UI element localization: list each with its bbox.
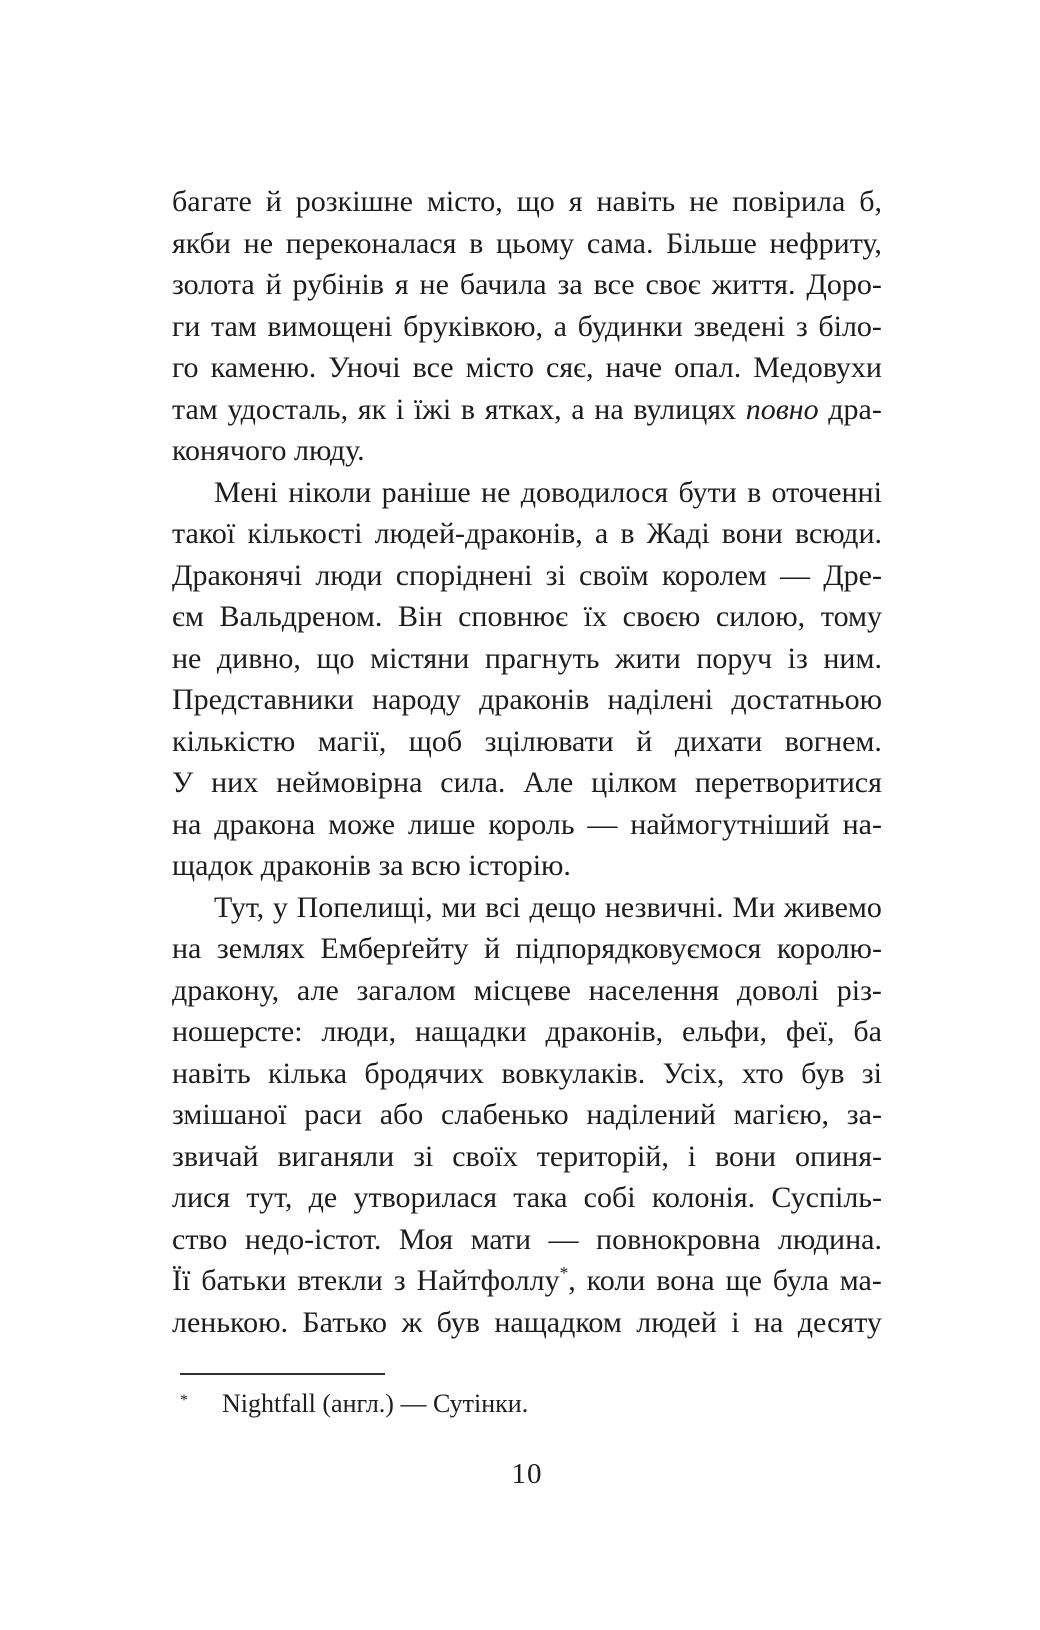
- text-line: Її батьки втекли з Найтфоллу*, коли вона ще була ма-: [172, 1263, 882, 1297]
- text-line: якби не переконалася в цьому сама. Більше нефриту,: [172, 226, 882, 260]
- page-number: 10: [511, 1458, 543, 1490]
- text-line: на дракона може лише король — наймогутніший на-: [172, 807, 882, 841]
- footnote: [180, 1384, 840, 1421]
- text-line: Мені ніколи раніше не доводилося бути в оточенні: [214, 475, 882, 509]
- paragraph: [172, 887, 882, 1344]
- text-block: [172, 181, 882, 1343]
- text-line: багате й розкішне місто, що я навіть не повірила б,: [172, 185, 882, 218]
- text-line: конячого люду.: [172, 434, 365, 467]
- text-line: єм Вальдреном. Він сповнює їх своєю силою, тому: [172, 600, 882, 633]
- text-line: на землях Емберґейту й підпорядковуємося королю-: [172, 932, 882, 965]
- text-line: ги там вимощені бруківкою, а будинки зведені з біло-: [172, 309, 882, 343]
- text-line: Драконячі люди споріднені зі своїм королем — Дре-: [172, 558, 882, 592]
- footnote-text: Nightfall (англ.) — Сутінки.: [222, 1389, 529, 1418]
- text-line: ленькою. Батько ж був нащадком людей і на десяту: [172, 1305, 882, 1339]
- text-line: Представники народу драконів наділені достатньою: [172, 683, 882, 716]
- text-line: лися тут, де утворилася така собі колонія. Суспіль-: [172, 1181, 882, 1214]
- text-line: там удосталь, як і їжі в ятках, а на вулицях повно дра-: [172, 392, 882, 426]
- text-line: золота й рубінів я не бачила за все своє життя. Доро-: [172, 268, 882, 301]
- text-line: ство недо-істот. Моя мати — повнокровна людина.: [172, 1222, 882, 1256]
- text-line: щадок драконів за всю історію.: [172, 849, 571, 882]
- text-line: У них неймовірна сила. Але цілком перетворитися: [172, 766, 882, 799]
- text-line: ношерсте: люди, нащадки драконів, ельфи, феї, ба: [172, 1015, 882, 1048]
- text-line: дракону, але загалом місцеве населення доволі різ-: [172, 973, 882, 1007]
- text-line: го каменю. Уночі все місто сяє, наче опал. Медовухи: [172, 351, 882, 384]
- text-line: такої кількості людей-драконів, а в Жаді вони всюди.: [172, 517, 882, 550]
- text-line: змішаної раси або слабенько наділений магією, за-: [172, 1098, 882, 1131]
- text-line: кількістю магії, щоб зцілювати й дихати вогнем.: [172, 724, 882, 758]
- paragraph: [172, 181, 882, 472]
- footnote-marker: *: [180, 1392, 188, 1409]
- footnote-rule: [180, 1373, 385, 1375]
- paragraph: [172, 472, 882, 887]
- text-line: звичай виганяли зі своїх територій, і вони опиня-: [172, 1139, 882, 1173]
- text-line: навіть кілька бродячих вовкулаків. Усіх, хто був зі: [172, 1056, 882, 1090]
- text-line: не дивно, що містяни прагнуть жити поруч із ним.: [172, 641, 882, 675]
- text-line: Тут, у Попелищі, ми всі дещо незвичні. Ми живемо: [214, 890, 882, 924]
